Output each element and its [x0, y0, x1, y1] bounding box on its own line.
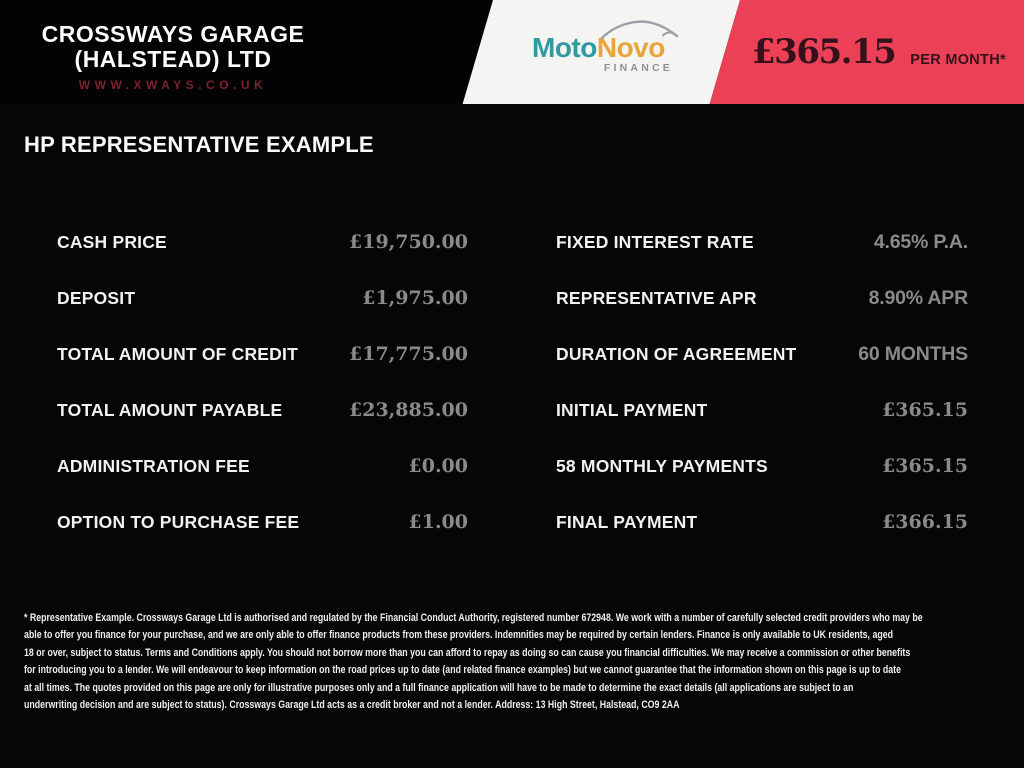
disclaimer-line: underwriting decision and are subject to status). Crossways Garage Ltd acts as a credit broker and not a lender. Address: 13 High Street, Halstead, CO9 2AA — [24, 699, 680, 712]
finance-value-final-payment: £366.15 — [882, 511, 968, 533]
lender-logo — [532, 34, 674, 74]
finance-row-option-fee — [57, 511, 468, 537]
disclaimer-line: 18 or over, subject to status. Terms and Conditions apply. You should not borrow more than you can afford to repay as doing so can cause you financial difficulties. We may receive a commission or other benefits — [24, 646, 911, 659]
page-title: HP REPRESENTATIVE EXAMPLE — [24, 132, 374, 157]
monthly-price-amount: £365.15 — [752, 32, 896, 72]
finance-label-apr: REPRESENTATIVE APR — [556, 288, 757, 308]
finance-value-total-credit: £17,775.00 — [349, 343, 468, 365]
disclaimer-line: * Representative Example. Crossways Garage Ltd is authorised and regulated by the Financial Conduct Authority, registered number 672948. We work with a number of carefully selected credit providers who may be — [24, 612, 923, 624]
finance-label-cash-price: CASH PRICE — [57, 232, 167, 252]
finance-value-initial-payment: £365.15 — [882, 399, 968, 421]
dealer-name-line2: (HALSTEAD) LTD — [74, 45, 272, 72]
finance-table-right-column — [556, 231, 968, 567]
finance-value-apr: 8.90% APR — [868, 287, 968, 309]
header-band — [0, 0, 1024, 104]
finance-label-option-fee: OPTION TO PURCHASE FEE — [57, 512, 300, 532]
disclaimer-line: able to offer you finance for your purchase, and we are only able to offer finance products from these providers. Indemnities may be required by certain lenders. Finance is only available to UK residents, aged — [24, 629, 893, 642]
finance-row-deposit — [57, 287, 468, 313]
dealer-logo — [40, 22, 306, 92]
finance-row-apr — [556, 287, 968, 313]
finance-row-cash-price — [57, 231, 468, 257]
finance-value-interest-rate: 4.65% P.A. — [873, 231, 968, 253]
lender-name-part1: Moto — [532, 32, 597, 63]
finance-row-final-payment — [556, 511, 968, 537]
finance-value-deposit: £1,975.00 — [362, 287, 468, 309]
dealer-website: WWW.XWAYS.CO.UK — [78, 78, 268, 92]
finance-label-admin-fee: ADMINISTRATION FEE — [57, 456, 250, 476]
finance-row-interest-rate — [556, 231, 968, 257]
finance-row-monthly-payments — [556, 455, 968, 481]
finance-label-deposit: DEPOSIT — [57, 288, 136, 308]
dealer-name-line1: CROSSWAYS GARAGE — [41, 21, 305, 47]
finance-label-initial-payment: INITIAL PAYMENT — [556, 400, 708, 420]
finance-value-total-payable: £23,885.00 — [349, 399, 468, 421]
finance-row-initial-payment — [556, 399, 968, 425]
disclaimer-line: at all times. The quotes provided on this page are only for illustrative purposes only and a full finance application will have to be made to determine the exact details (all applications are subject to an — [24, 681, 854, 694]
lender-subtitle: FINANCE — [603, 62, 673, 74]
finance-value-cash-price: £19,750.00 — [349, 231, 468, 253]
finance-value-duration: 60 MONTHS — [858, 343, 968, 365]
finance-value-option-fee: £1.00 — [408, 511, 468, 533]
finance-label-monthly-payments: 58 MONTHLY PAYMENTS — [556, 456, 768, 476]
monthly-price-suffix: PER MONTH* — [910, 52, 1006, 68]
finance-label-total-payable: TOTAL AMOUNT PAYABLE — [57, 400, 283, 420]
disclaimer-line: for introducing you to a lender. We will endeavour to keep information on the road prices up to date (and related finance examples) but we cannot guarantee that the information shown on this page is up to date — [24, 664, 902, 677]
finance-label-total-credit: TOTAL AMOUNT OF CREDIT — [57, 344, 298, 364]
lender-name-part2: Novo — [596, 32, 665, 63]
finance-label-interest-rate: FIXED INTEREST RATE — [556, 232, 754, 252]
finance-value-monthly-payments: £365.15 — [882, 455, 968, 477]
finance-row-total-payable — [57, 399, 468, 425]
finance-row-total-credit — [57, 343, 468, 369]
finance-row-admin-fee — [57, 455, 468, 481]
finance-label-final-payment: FINAL PAYMENT — [556, 512, 698, 532]
car-swoosh-icon — [600, 17, 680, 46]
disclaimer — [24, 610, 1019, 714]
finance-row-duration — [556, 343, 968, 369]
finance-value-admin-fee: £0.00 — [408, 455, 468, 477]
finance-table-left-column — [57, 231, 468, 567]
monthly-price-banner — [752, 0, 1006, 104]
finance-label-duration: DURATION OF AGREEMENT — [556, 344, 797, 364]
